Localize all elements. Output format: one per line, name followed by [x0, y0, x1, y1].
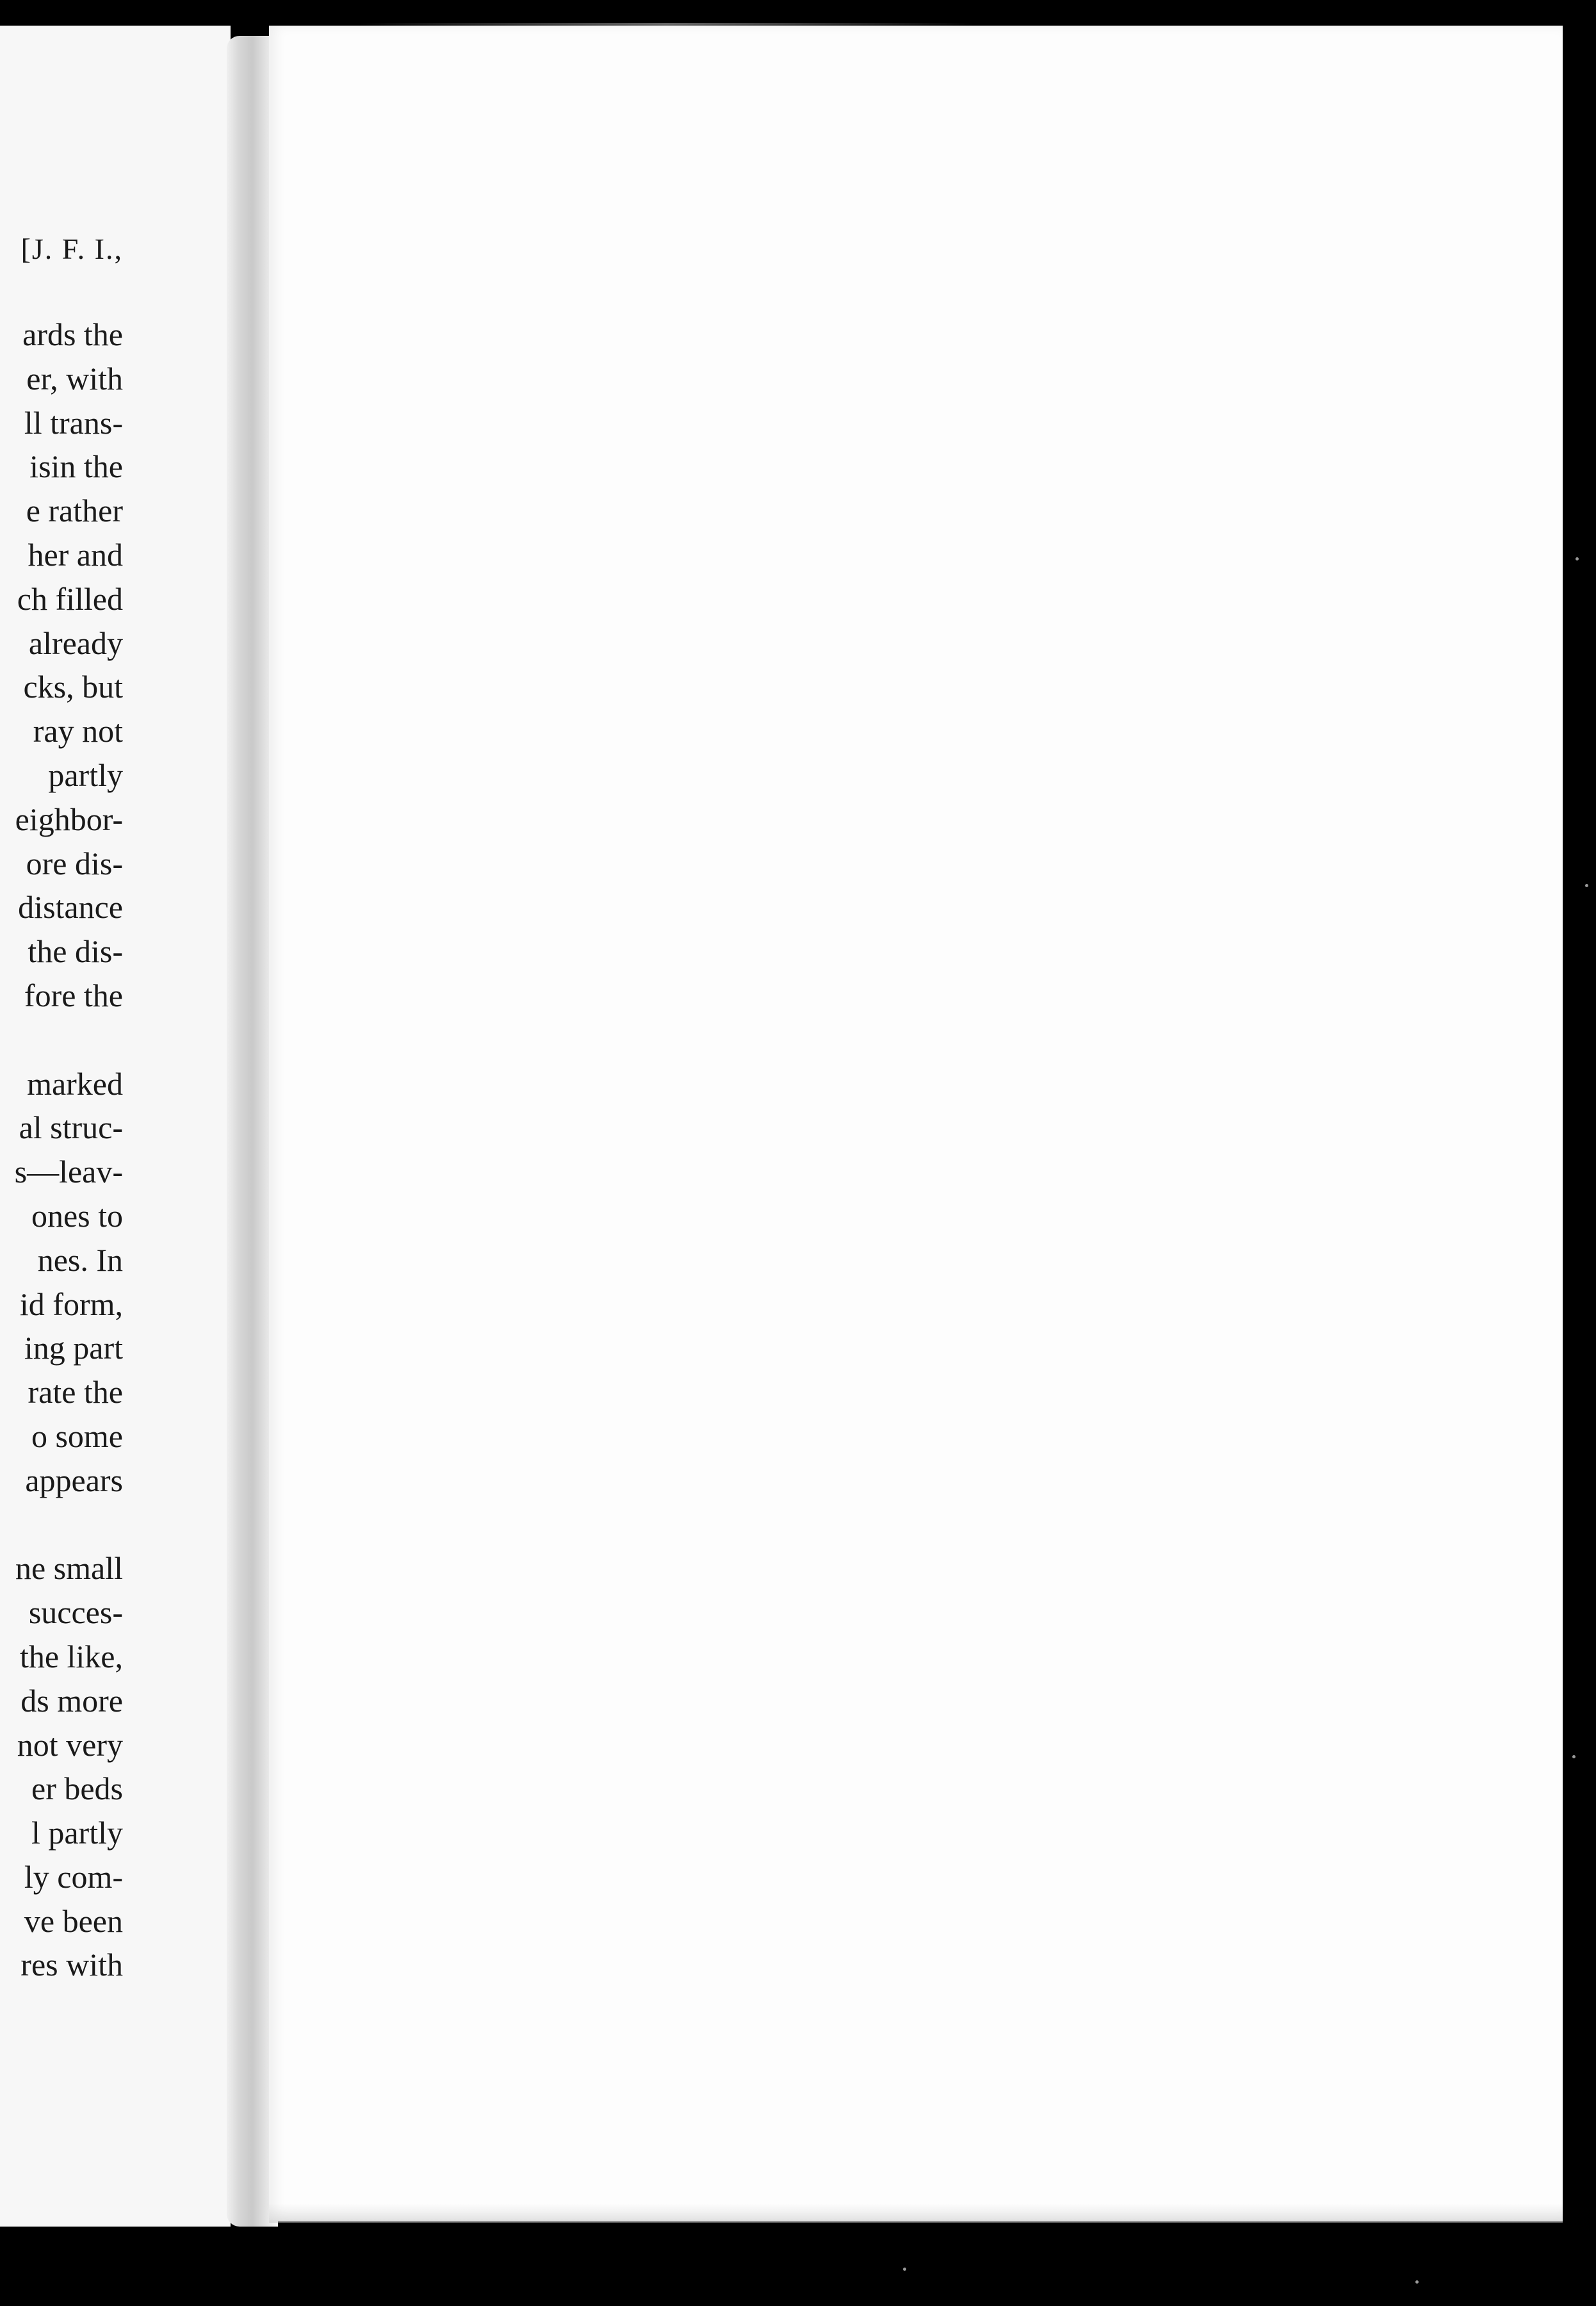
text-line: ly com- [24, 1858, 123, 1895]
paragraph-gap [15, 1018, 123, 1062]
scan-speck [1415, 2280, 1419, 2284]
text-line: already [28, 625, 123, 661]
text-line: ones to [31, 1197, 123, 1234]
text-line: ray not [33, 713, 123, 749]
text-line: eighbor- [15, 801, 123, 837]
text-line: partly [48, 756, 123, 793]
text-line: er beds [31, 1770, 123, 1807]
text-line: nes. In [37, 1241, 123, 1278]
text-line: ch filled [17, 580, 123, 617]
text-line: l partly [31, 1815, 123, 1851]
text-line: ne small [15, 1550, 123, 1587]
text-line: rate the [28, 1374, 123, 1411]
text-line: er, with [26, 360, 123, 397]
text-line: appears [25, 1462, 123, 1498]
text-line: not very [17, 1726, 123, 1763]
text-line: isin the [29, 448, 123, 485]
text-line: distance [18, 889, 123, 926]
text-line: s—leav- [14, 1154, 123, 1190]
left-page-text [15, 313, 123, 1987]
text-line: ards the [22, 316, 123, 352]
text-line: fore the [24, 977, 123, 1013]
page-bottom-shadow [269, 2204, 1563, 2223]
text-line: ore dis- [26, 845, 123, 881]
scan-speck [1585, 884, 1588, 887]
text-line: the like, [19, 1638, 123, 1674]
text-line: e rather [26, 493, 123, 529]
text-line: id form, [19, 1286, 123, 1322]
scan-speck [1576, 557, 1579, 560]
text-line: marked [27, 1065, 123, 1102]
text-line: her and [28, 536, 123, 573]
text-line: ll trans- [24, 404, 123, 441]
text-line: cks, but [23, 669, 123, 705]
text-line: ds more [20, 1682, 123, 1719]
text-line: the dis- [28, 933, 123, 970]
text-line: al struc- [19, 1109, 123, 1146]
right-page-blank [269, 26, 1563, 2221]
text-line: o some [31, 1418, 123, 1454]
left-page [0, 26, 231, 2227]
paragraph-gap [15, 1503, 123, 1547]
running-header: [J. F. I., [20, 233, 123, 265]
text-line: succes- [28, 1594, 123, 1631]
scan-speck [903, 2268, 906, 2271]
text-line: res with [20, 1947, 123, 1983]
scan-speck [1572, 1755, 1576, 1758]
text-line: ing part [24, 1330, 123, 1366]
text-line: ve been [24, 1902, 123, 1939]
